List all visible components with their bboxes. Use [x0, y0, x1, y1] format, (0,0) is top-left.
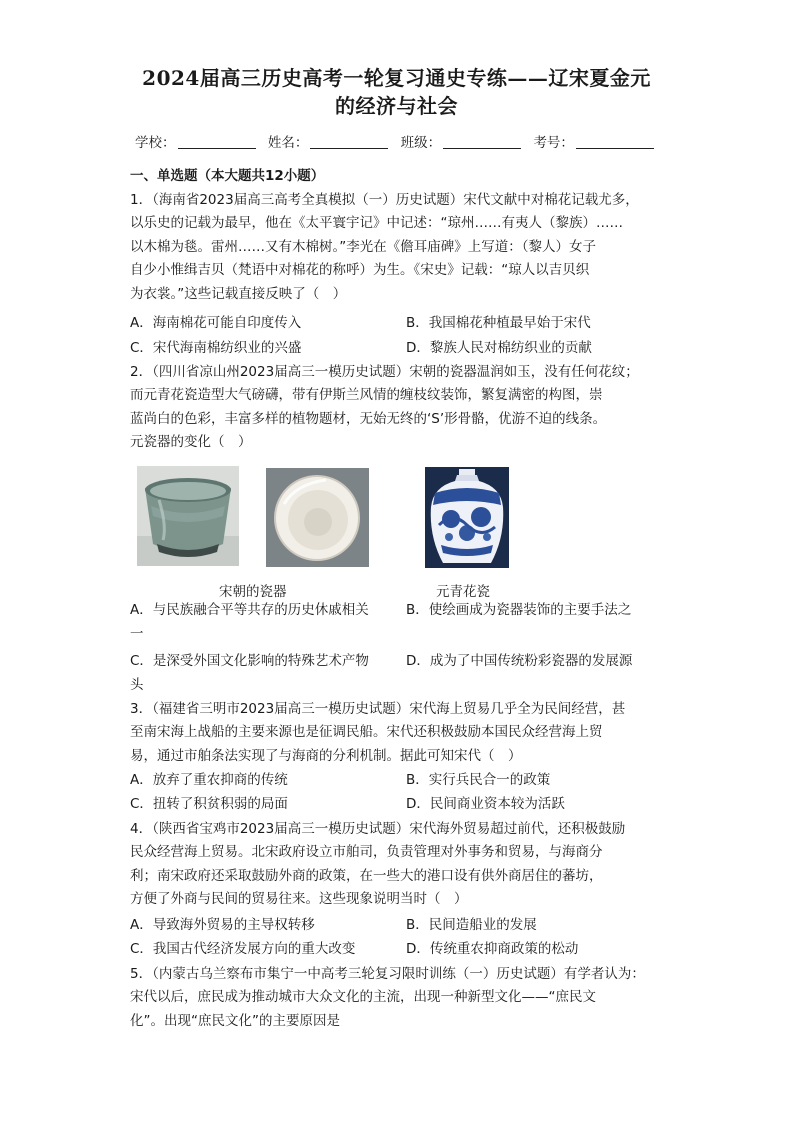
q4-option-a[interactable]: A．导致海外贸易的主导权转移: [130, 917, 315, 933]
q4-option-c[interactable]: C．我国古代经济发展方向的重大改变: [130, 941, 356, 957]
q1-line: 以木棉为毯。雷州……又有木棉树。”李光在《儋耳庙碑》上写道：（黎人）女子: [130, 238, 596, 255]
page-title: [100, 64, 693, 120]
q3-option-d[interactable]: D．民间商业资本较为活跃: [406, 796, 565, 812]
q5-line: 宋代以后，庶民成为推动城市大众文化的主流，出现一种新型文化——“庶民文: [130, 989, 596, 1006]
exam-number-field[interactable]: [533, 131, 658, 151]
q3-line: 易，通过市舶条法实现了与海商的分利机制。据此可知宋代（ ）: [130, 747, 522, 764]
question-1-options-row-2: [130, 337, 675, 360]
q3-option-a[interactable]: A．放弃了重农抑商的传统: [130, 772, 288, 788]
yuan-porcelain-caption: 元青花瓷: [436, 584, 490, 600]
q4-line: 民众经营海上贸易。北宋政府设立市舶司，负责管理对外事务和贸易，与海商分: [130, 844, 603, 861]
question-2-options-row-2: [130, 650, 675, 673]
name-field[interactable]: [268, 131, 393, 151]
school-blank[interactable]: [178, 134, 256, 149]
q4-line: 方便了外商与民间的贸易往来。这些现象说明当时（ ）: [130, 891, 468, 908]
school-field[interactable]: [135, 131, 260, 151]
song-celadon-bowl-image: [137, 466, 239, 566]
q2-option-b[interactable]: B．使绘画成为瓷器装饰的主要手法之: [406, 602, 632, 618]
name-label: 姓名：: [267, 135, 309, 151]
q3-option-c[interactable]: C．扭转了积贫积弱的局面: [130, 796, 288, 812]
q2-line: 2．（四川省凉山州2023届高三一模历史试题）宋朝的瓷器温润如玉，没有任何花纹；: [130, 364, 639, 380]
question-1-stem: [130, 189, 675, 306]
q2-option-d[interactable]: D．成为了中国传统粉彩瓷器的发展源: [406, 653, 633, 669]
q4-option-b[interactable]: B．民间造船业的发展: [406, 917, 537, 933]
q1-option-d[interactable]: D．黎族人民对棉纺织业的贡献: [406, 340, 592, 356]
title-line-2: 的经济与社会: [335, 94, 458, 118]
q4-option-d[interactable]: D．传统重农抑商政策的松动: [406, 941, 579, 957]
q1-line: 以乐史的记载为最早，他在《太平寰宇记》中记述：“琼州……有夷人（黎族）……: [130, 215, 623, 232]
q1-option-b[interactable]: B．我国棉花种植最早始于宋代: [406, 315, 591, 331]
q5-line: 5．（内蒙古乌兰察布市集宁一中高考三轮复习限时训练（一）历史试题）有学者认为：: [130, 966, 645, 982]
question-2-option-d-wrap: [130, 674, 675, 697]
q3-line: 3．（福建省三明市2023届高三一模历史试题）宋代海上贸易几乎全为民间经营，甚: [130, 701, 626, 717]
question-3-options-row-2: [130, 793, 675, 816]
question-4-options-row-2: [130, 938, 675, 961]
class-blank[interactable]: [443, 134, 521, 149]
q3-line: 至南宋海上战船的主要来源也是征调民船。宋代还积极鼓励本国民众经营海上贸: [130, 724, 603, 741]
q4-line: 利；南宋政府还采取鼓励外商的政策，在一些大的港口设有供外商居住的蕃坊，: [130, 867, 603, 884]
name-blank[interactable]: [310, 134, 388, 149]
q2-option-b-continued[interactable]: 一: [130, 626, 144, 642]
question-3-options-row-1: [130, 769, 675, 792]
q1-option-a[interactable]: A．海南棉花可能自印度传入: [130, 315, 302, 331]
q2-option-a[interactable]: A．与民族融合平等共存的历史休戚相关: [130, 602, 369, 618]
q2-option-c[interactable]: C．是深受外国文化影响的特殊艺术产物: [130, 653, 369, 669]
q1-line: 1．（海南省2023届高三高考全真模拟（一）历史试题）宋代文献中对棉花记载尤多，: [130, 192, 639, 208]
q1-line: 自少小惟缉吉贝（梵语中对棉花的称呼）为生。《宋史》记载：“琼人以吉贝织: [130, 262, 590, 279]
question-3-stem: [130, 698, 675, 768]
q3-option-b[interactable]: B．实行兵民合一的政策: [406, 772, 551, 788]
question-4-options-row-1: [130, 914, 675, 937]
q2-line: 元瓷器的变化（ ）: [130, 434, 252, 451]
question-4-stem: [130, 818, 675, 912]
exam-number-label: 考号：: [533, 135, 574, 151]
question-1-options-row-1: [130, 312, 675, 335]
student-info-fields: [0, 131, 793, 151]
yuan-blue-white-porcelain-image: [425, 467, 509, 568]
q1-option-c[interactable]: C．宋代海南棉纺织业的兴盛: [130, 340, 302, 356]
question-2-stem: [130, 361, 675, 455]
q4-line: 4．（陕西省宝鸡市2023届高三一模历史试题）宋代海外贸易超过前代，还积极鼓励: [130, 821, 626, 837]
song-porcelain-caption: 宋朝的瓷器: [219, 584, 287, 600]
question-2-option-b-wrap: [130, 623, 675, 646]
school-label: 学校：: [135, 135, 176, 151]
question-2-options-row-1: [130, 599, 675, 622]
q5-line: 化”。出现“庶民文化”的主要原因是: [130, 1012, 340, 1029]
q1-line: 为衣裳。”这些记载直接反映了（ ）: [130, 285, 347, 302]
section-heading: 一、单选题（本大题共12小题）: [130, 168, 325, 184]
q2-line: 而元青花瓷造型大气磅礴，带有伊斯兰风情的缠枝纹装饰，繁复满密的构图，崇: [130, 387, 603, 404]
song-white-bowl-image: [266, 468, 369, 567]
class-field[interactable]: [401, 131, 526, 151]
question-5-stem: [130, 963, 675, 1033]
q2-line: 蓝尚白的色彩，丰富多样的植物题材，无始无终的‘S’形骨骼，优游不迫的线条。: [130, 410, 607, 427]
exam-number-blank[interactable]: [576, 134, 654, 149]
title-line-1: 2024届高三历史高考一轮复习通史专练——辽宋夏金元: [142, 66, 651, 90]
q2-option-d-continued[interactable]: 头: [130, 677, 144, 693]
class-label: 班级：: [400, 135, 442, 151]
